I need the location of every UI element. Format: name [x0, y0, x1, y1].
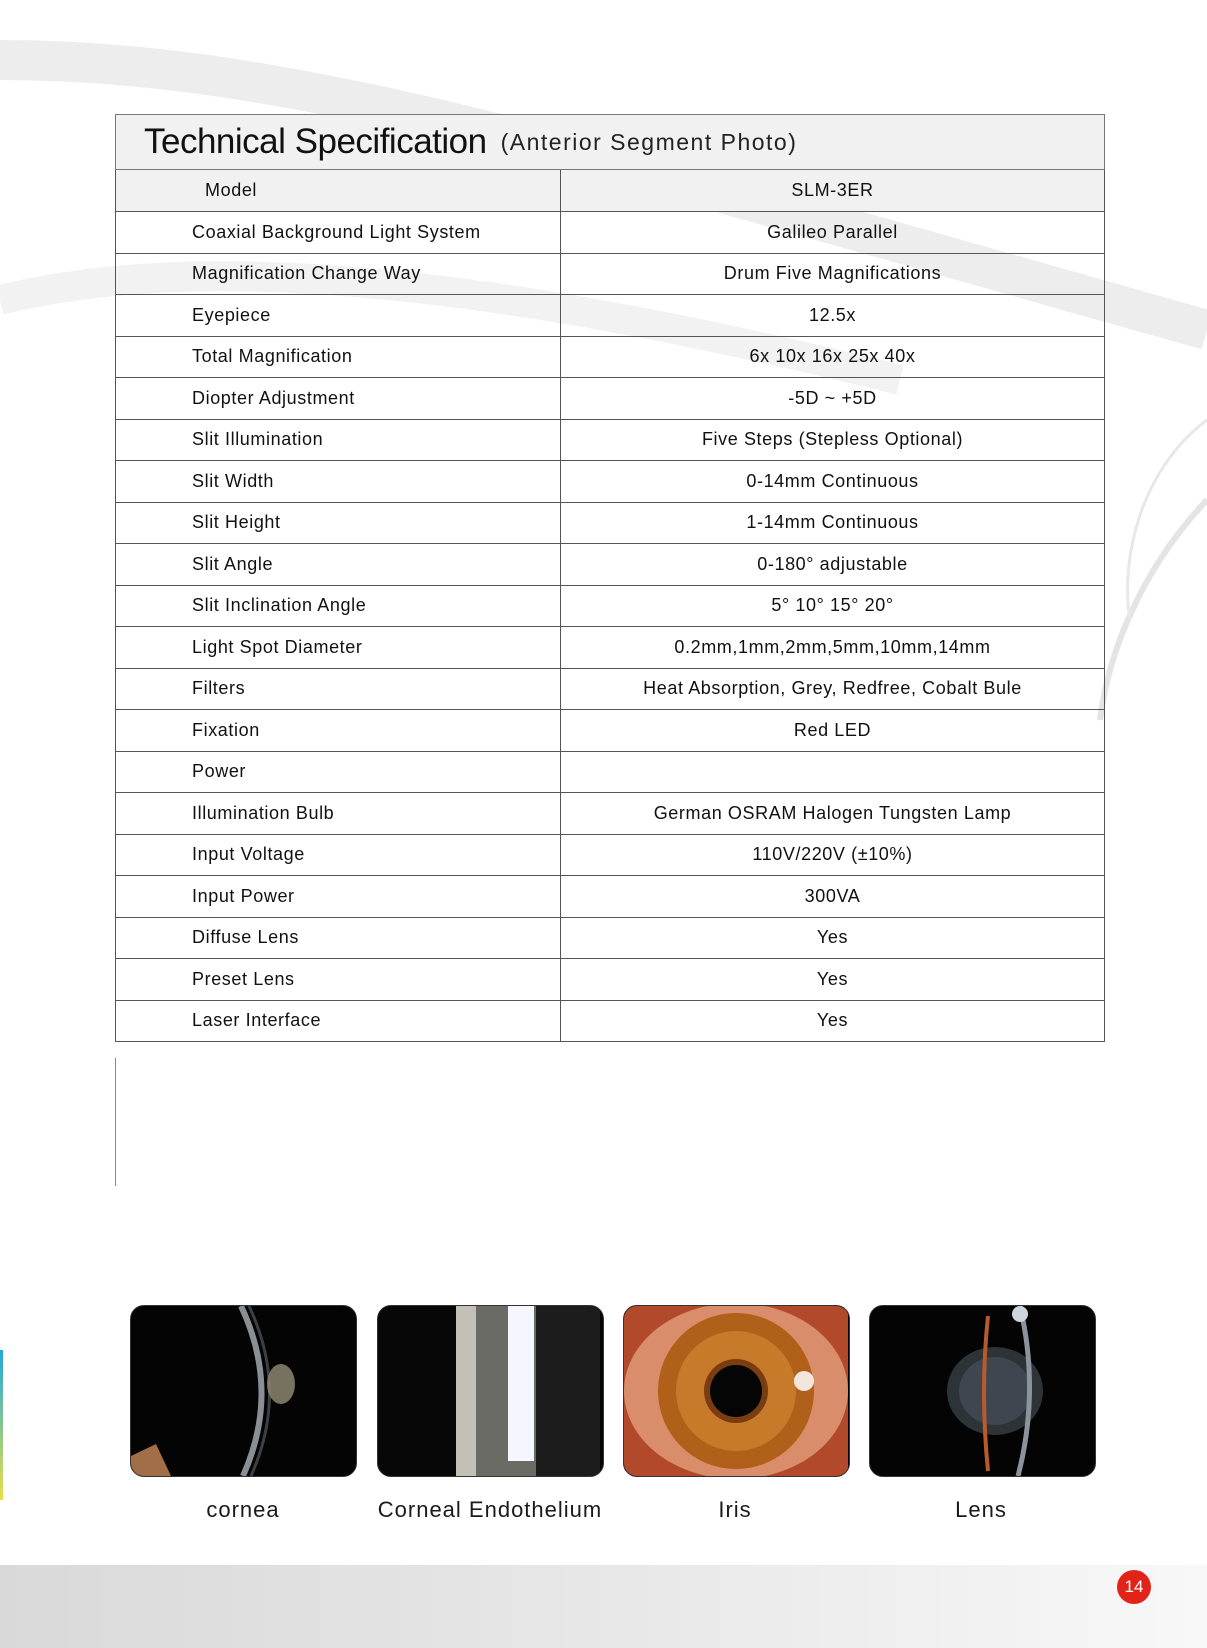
spec-value-cell: 5° 10° 15° 20°: [561, 585, 1105, 627]
spec-value-cell: 12.5x: [561, 295, 1105, 337]
caption-iris: Iris: [718, 1497, 752, 1522]
table-row: [116, 751, 1105, 793]
caption-lens: Lens: [955, 1497, 1007, 1522]
spec-value-cell: -5D ~ +5D: [561, 378, 1105, 420]
caption-corneal-endothelium: Corneal Endothelium: [377, 1497, 603, 1522]
spec-value-cell: 0.2mm,1mm,2mm,5mm,10mm,14mm: [561, 627, 1105, 669]
spec-param-cell: Total Magnification: [116, 336, 561, 378]
spec-value-cell: 0-180° adjustable: [561, 544, 1105, 586]
table-row: [116, 1000, 1105, 1042]
table-row: [116, 336, 1105, 378]
spec-value-cell: 0-14mm Continuous: [561, 461, 1105, 503]
spec-param-cell: Coaxial Background Light System: [116, 212, 561, 254]
spec-value-cell: 6x 10x 16x 25x 40x: [561, 336, 1105, 378]
table-row: [116, 295, 1105, 337]
table-row: [116, 502, 1105, 544]
spec-param-cell: Slit Angle: [116, 544, 561, 586]
table-row: [116, 378, 1105, 420]
header-param-cell: Model: [116, 170, 561, 212]
lens-photo: [869, 1305, 1096, 1477]
spec-param-cell: Fixation: [116, 710, 561, 752]
spec-value-cell: 110V/220V (±10%): [561, 834, 1105, 876]
spec-param-cell: Magnification Change Way: [116, 253, 561, 295]
table-row: [116, 253, 1105, 295]
spec-value-cell: German OSRAM Halogen Tungsten Lamp: [561, 793, 1105, 835]
spec-param-cell: Input Voltage: [116, 834, 561, 876]
spec-value-cell: 1-14mm Continuous: [561, 502, 1105, 544]
table-row: [116, 834, 1105, 876]
iris-photo: [623, 1305, 850, 1477]
spec-table: [115, 170, 1105, 1042]
corneal-endothelium-photo: [377, 1305, 604, 1477]
table-header-row: [116, 170, 1105, 212]
spec-param-cell: Slit Illumination: [116, 419, 561, 461]
caption-cornea: cornea: [206, 1497, 280, 1522]
spec-param-cell: Filters: [116, 668, 561, 710]
table-row: [116, 585, 1105, 627]
page-number-badge: 14: [1117, 1570, 1151, 1604]
footer-band: [0, 1565, 1207, 1648]
spec-value-cell: Galileo Parallel: [561, 212, 1105, 254]
left-accent-bar: [0, 1350, 3, 1500]
spec-param-cell: Preset Lens: [116, 959, 561, 1001]
title-bar: [115, 114, 1105, 170]
spec-param-cell: Slit Width: [116, 461, 561, 503]
table-row: [116, 544, 1105, 586]
header-value-cell: SLM-3ER: [561, 170, 1105, 212]
table-tail-line: [115, 1058, 116, 1186]
spec-value-cell: Red LED: [561, 710, 1105, 752]
table-row: [116, 419, 1105, 461]
table-row: [116, 627, 1105, 669]
spec-value-cell: Yes: [561, 959, 1105, 1001]
spec-value-cell: Five Steps (Stepless Optional): [561, 419, 1105, 461]
table-row: [116, 212, 1105, 254]
spec-param-cell: Laser Interface: [116, 1000, 561, 1042]
page-title: Technical Specification: [144, 122, 487, 161]
spec-param-cell: Input Power: [116, 876, 561, 918]
table-row: [116, 668, 1105, 710]
spec-param-cell: Slit Inclination Angle: [116, 585, 561, 627]
spec-param-cell: Power: [116, 751, 561, 793]
spec-value-cell: [561, 751, 1105, 793]
spec-param-cell: Eyepiece: [116, 295, 561, 337]
spec-param-cell: Illumination Bulb: [116, 793, 561, 835]
spec-value-cell: Yes: [561, 1000, 1105, 1042]
table-row: [116, 917, 1105, 959]
spec-param-cell: Light Spot Diameter: [116, 627, 561, 669]
table-row: [116, 793, 1105, 835]
spec-param-cell: Slit Height: [116, 502, 561, 544]
cornea-photo: [130, 1305, 357, 1477]
spec-param-cell: Diffuse Lens: [116, 917, 561, 959]
spec-param-cell: Diopter Adjustment: [116, 378, 561, 420]
page-subtitle: (Anterior Segment Photo): [500, 128, 798, 155]
table-row: [116, 959, 1105, 1001]
spec-value-cell: Yes: [561, 917, 1105, 959]
spec-value-cell: Heat Absorption, Grey, Redfree, Cobalt Bule: [561, 668, 1105, 710]
spec-table-section: [115, 114, 1105, 1042]
table-row: [116, 710, 1105, 752]
table-row: [116, 876, 1105, 918]
spec-value-cell: 300VA: [561, 876, 1105, 918]
spec-value-cell: Drum Five Magnifications: [561, 253, 1105, 295]
table-row: [116, 461, 1105, 503]
